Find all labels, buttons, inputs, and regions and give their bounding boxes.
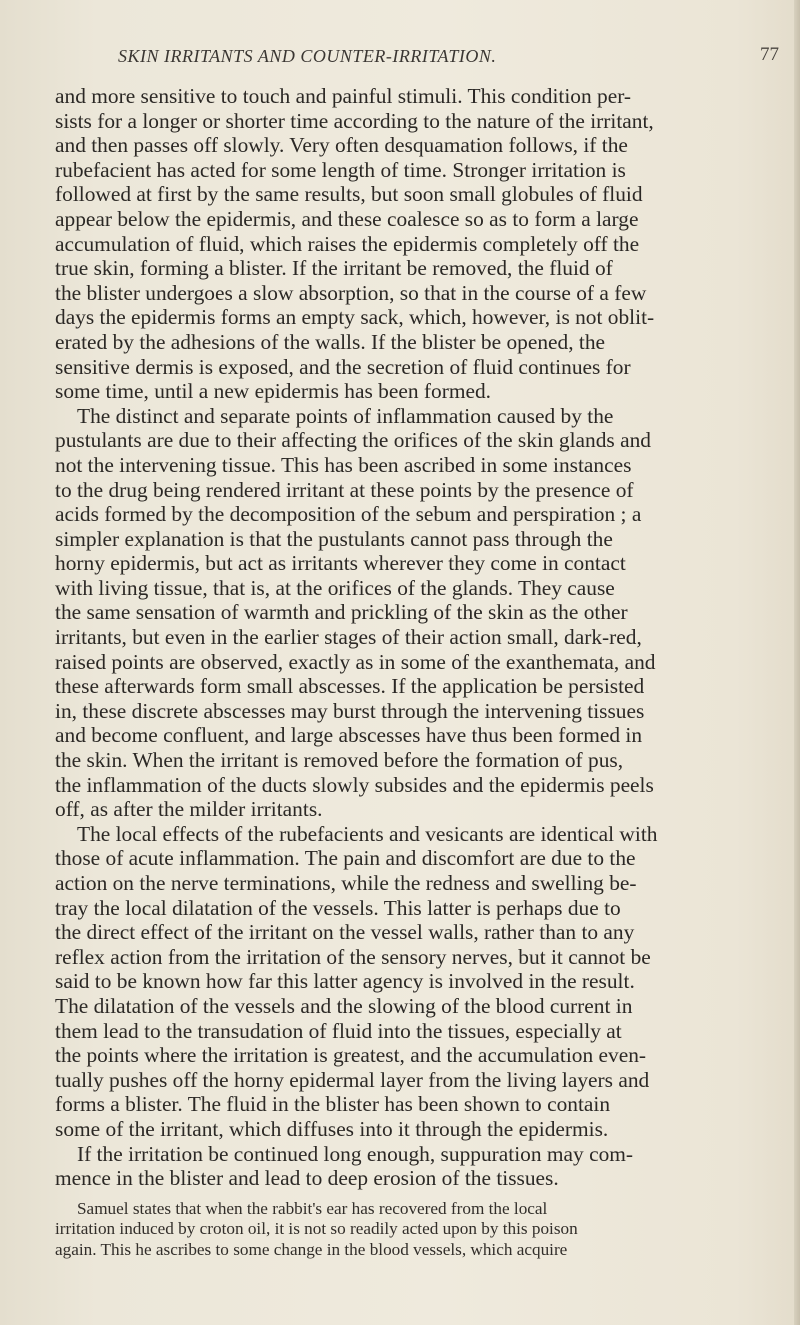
text-line: to the drug being rendered irritant at these points by the presence of <box>55 477 634 502</box>
footnote <box>55 1199 795 1261</box>
text-line: off, as after the milder irritants. <box>55 797 323 822</box>
body-paragraphs <box>55 84 795 1191</box>
text-line: tually pushes off the horny epidermal layer from the living layers and <box>55 1067 650 1092</box>
text-line: followed at first by the same results, but soon small globules of fluid <box>55 182 643 207</box>
text-line: rubefacient has acted for some length of time. Stronger irritation is <box>55 157 626 182</box>
text-line: horny epidermis, but act as irritants wherever they come in contact <box>55 551 626 576</box>
text-line: The local effects of the rubefacients and vesicants are identical with <box>77 821 658 846</box>
text-line: erated by the adhesions of the walls. If the blister be opened, the <box>55 329 606 354</box>
text-line: these afterwards form small abscesses. If the application be persisted <box>55 674 645 699</box>
body-text <box>55 84 795 1260</box>
text-line: irritants, but even in the earlier stages of their action small, dark-red, <box>55 625 642 650</box>
footnote-line: irritation induced by croton oil, it is not so readily acted upon by this poison <box>55 1219 578 1239</box>
text-line: mence in the blister and lead to deep erosion of the tissues. <box>55 1166 559 1191</box>
text-line: pustulants are due to their affecting the orifices of the skin glands and <box>55 428 651 453</box>
text-line: the blister undergoes a slow absorption, so that in the course of a few <box>55 280 647 305</box>
text-line: true skin, forming a blister. If the irritant be removed, the fluid of <box>55 256 613 281</box>
page-number: 77 <box>760 44 779 65</box>
text-line: the direct effect of the irritant on the vessel walls, rather than to any <box>55 920 635 945</box>
text-line: acids formed by the decomposition of the sebum and perspiration ; a <box>55 502 642 527</box>
running-title: SKIN IRRITANTS AND COUNTER-IRRITATION. <box>118 46 497 66</box>
text-line: said to be known how far this latter agency is involved in the result. <box>55 969 635 994</box>
text-line: and become confluent, and large abscesses have thus been formed in <box>55 723 643 748</box>
text-line: with living tissue, that is, at the orifices of the glands. They cause <box>55 575 615 600</box>
text-line: them lead to the transudation of fluid into the tissues, especially at <box>55 1018 622 1043</box>
text-line: action on the nerve terminations, while the redness and swelling be- <box>55 871 637 895</box>
text-line: the same sensation of warmth and prickling of the skin as the other <box>55 600 628 625</box>
text-line: those of acute inflammation. The pain and discomfort are due to the <box>55 846 636 871</box>
footnote-line: again. This he ascribes to some change in the blood vessels, which acquire <box>55 1239 568 1259</box>
text-line: If the irritation be continued long enough, suppuration may com- <box>77 1141 634 1166</box>
text-line: not the intervening tissue. This has been ascribed in some instances <box>55 452 632 477</box>
text-line: sists for a longer or shorter time according to the nature of the irritant, <box>55 108 654 133</box>
text-line: sensitive dermis is exposed, and the secretion of fluid continues for <box>55 354 631 379</box>
text-line: simpler explanation is that the pustulants cannot pass through the <box>55 526 613 551</box>
text-line: the points where the irritation is greatest, and the accumulation even- <box>55 1043 647 1068</box>
text-line: some time, until a new epidermis has been formed. <box>55 379 492 404</box>
footnote-line: Samuel states that when the rabbit's ear has recovered from the local <box>77 1198 548 1218</box>
text-line: the skin. When the irritant is removed before the formation of pus, <box>55 748 624 773</box>
text-line: accumulation of fluid, which raises the epidermis completely off the <box>55 231 640 256</box>
text-line: tray the local dilatation of the vessels. This latter is perhaps due to <box>55 895 621 920</box>
text-line: reflex action from the irritation of the sensory nerves, but it cannot be <box>55 944 651 969</box>
text-line: The dilatation of the vessels and the slowing of the blood current in <box>55 993 633 1018</box>
text-line: the inflammation of the ducts slowly subsides and the epidermis peels <box>55 772 654 797</box>
text-line: and then passes off slowly. Very often desquamation follows, if the <box>55 133 628 158</box>
text-line: The distinct and separate points of inflammation caused by the <box>77 403 614 428</box>
text-line: some of the irritant, which diffuses into it through the epidermis. <box>55 1116 609 1141</box>
text-line: days the epidermis forms an empty sack, which, however, is not oblit- <box>55 305 655 330</box>
text-line: in, these discrete abscesses may burst through the intervening tissues <box>55 698 645 723</box>
text-line: forms a blister. The fluid in the blister has been shown to contain <box>55 1092 611 1117</box>
text-line: and more sensitive to touch and painful stimuli. This condition per- <box>55 84 632 108</box>
text-line: raised points are observed, exactly as in some of the exanthemata, and <box>55 649 656 674</box>
text-line: appear below the epidermis, and these coalesce so as to form a large <box>55 206 639 231</box>
